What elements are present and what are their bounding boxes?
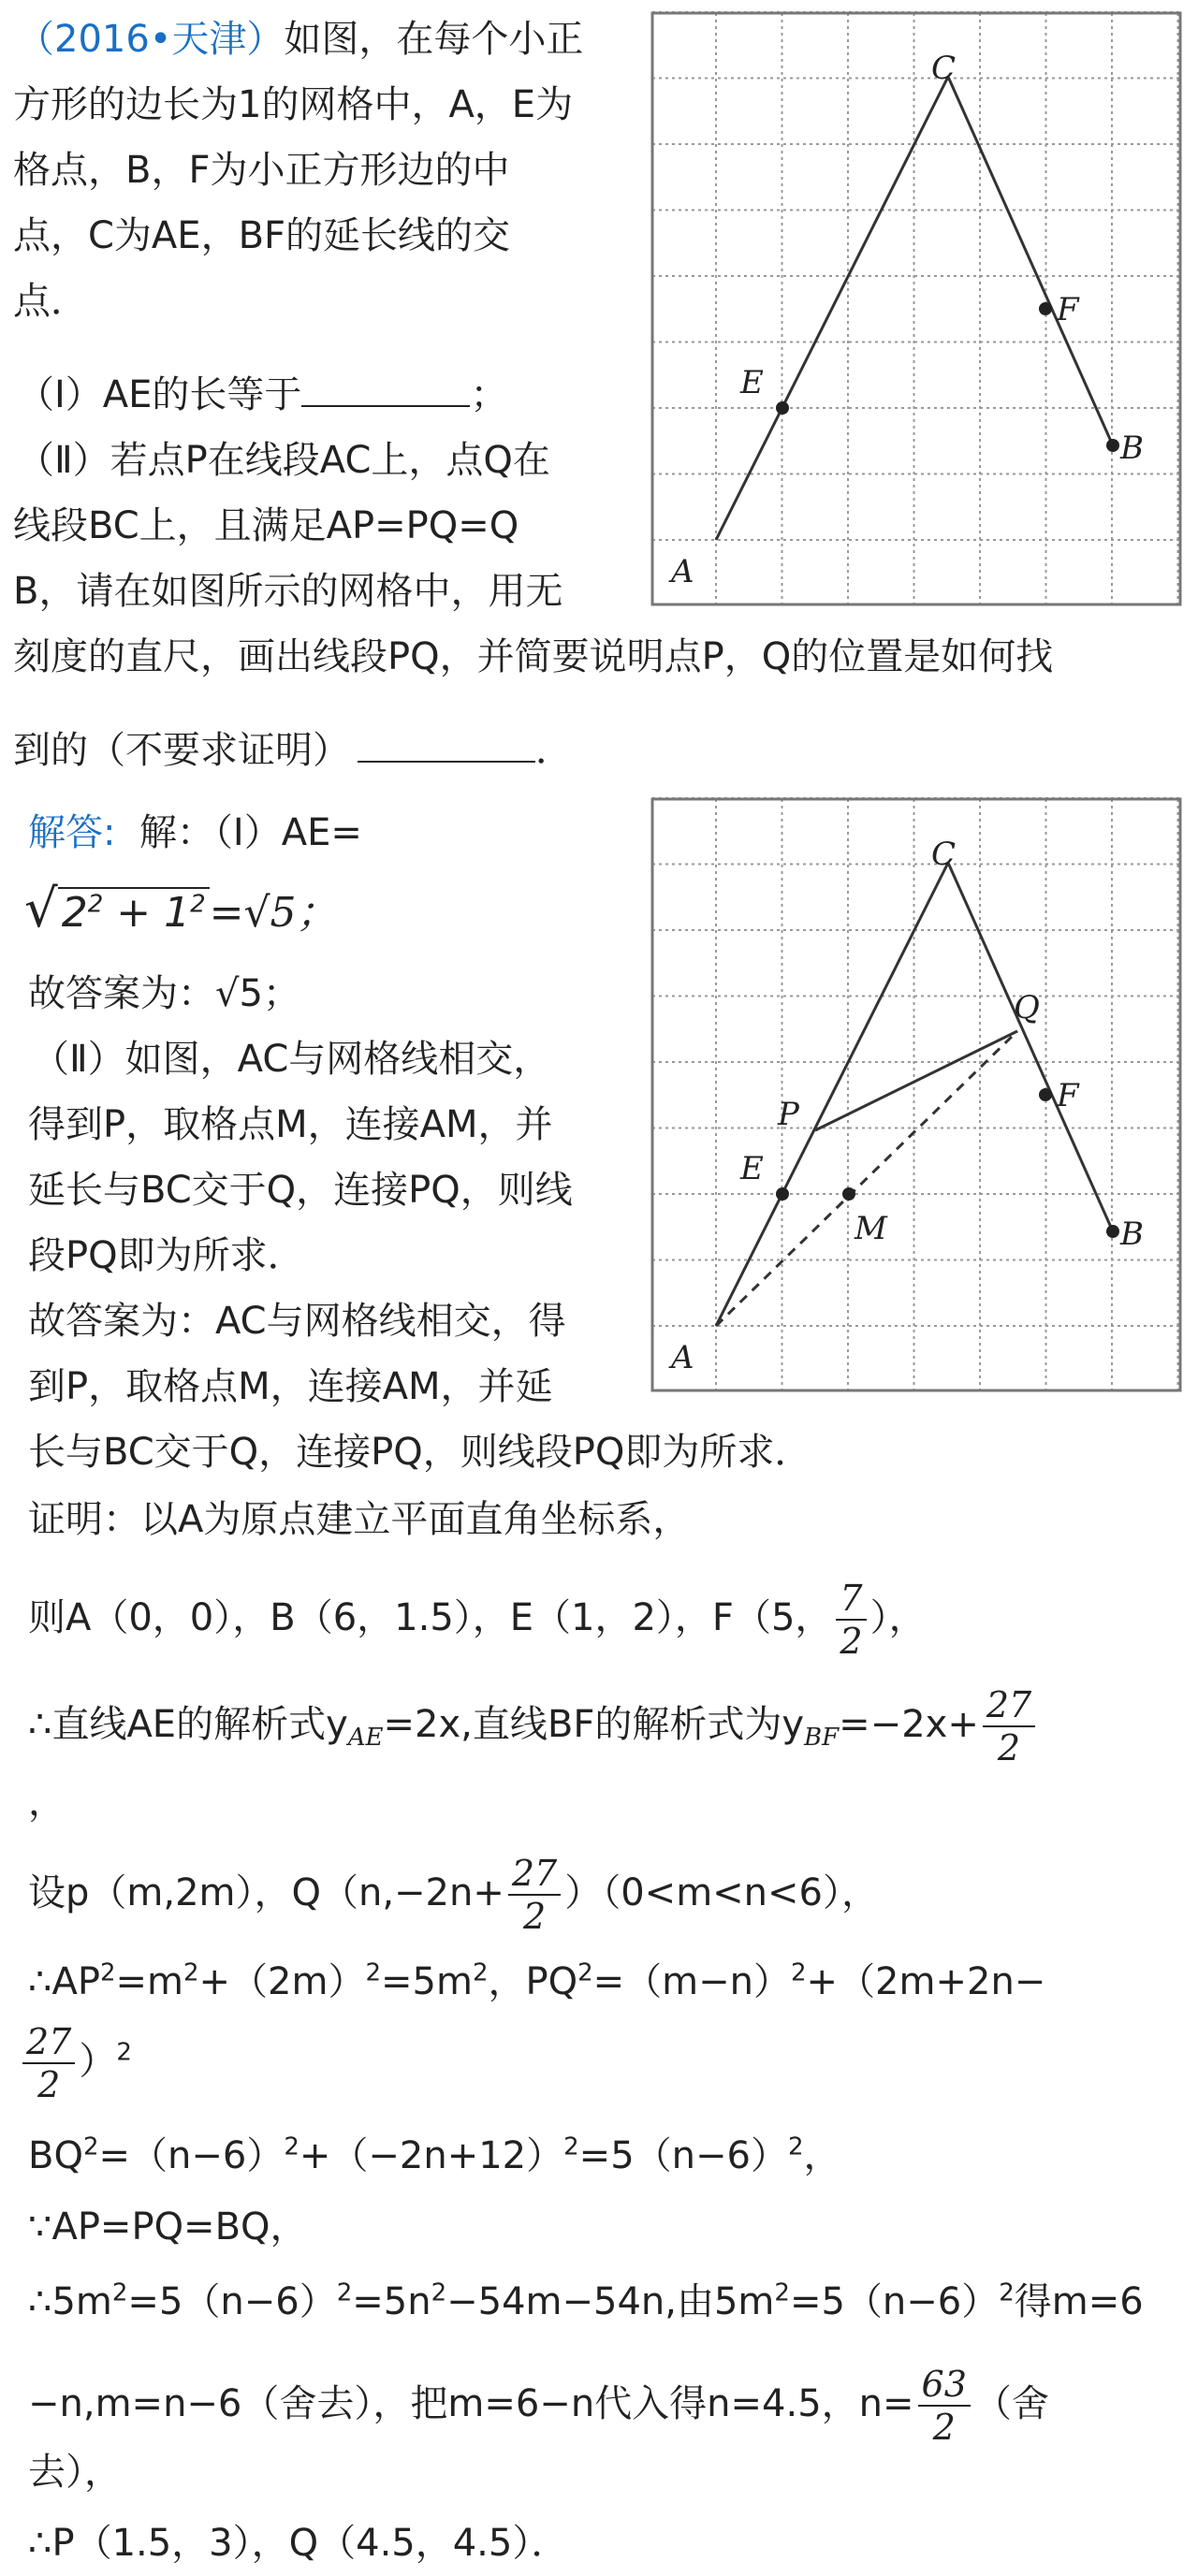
- answer-line-2: [24, 879, 338, 939]
- part1-text: （Ⅰ）AE的长等于: [17, 373, 302, 416]
- fraction-63-2: $\frac{63}{2}$: [918, 2364, 971, 2448]
- answer-line-16: $\therefore AP^2=m^2+(2m)^2=5m^2$，$PQ^2=(m-n)^2+(2m+2n-$: [28, 1958, 1046, 2003]
- answer-line-17: $\frac{27}{2}$ ）$^2$: [22, 2021, 132, 2105]
- answer-line-3: 故答案为：√5；: [28, 972, 300, 1015]
- label-Q: Q: [1014, 989, 1040, 1026]
- part2-line-4: 刻度的直尺，画出线段PQ，并简要说明点P，Q的位置是如何找: [13, 635, 1054, 678]
- problem-line-4: 点，C为AE，BF的延长线的交: [13, 214, 511, 257]
- problem-line-2: 方形的边长为1的网格中，A，E为: [13, 83, 574, 126]
- answer-line-13: ∴直线AE的解析式$y_{AE}=2x$,直线BF的解析式为$y_{BF}=-2x+$ $\frac{27}{2}$: [28, 1684, 1039, 1768]
- point-E-dot: [776, 1187, 789, 1201]
- fraction-7-2: $\frac{7}{2}$: [836, 1578, 866, 1662]
- answer-line-7: 段PQ即为所求．: [28, 1234, 305, 1277]
- figure-2: [650, 797, 1184, 1394]
- label-M: M: [855, 1210, 887, 1247]
- label-F: F: [1057, 1077, 1079, 1114]
- part2-line-3: B，请在如图所示的网格中，用无: [13, 570, 563, 613]
- figure-1-grid: [652, 12, 1180, 604]
- answer-line-23: ∴P（1.5，3），Q（4.5，4.5）．: [28, 2522, 569, 2565]
- point-B-dot: [1106, 439, 1119, 452]
- answer-line-21: −n,m=n−6（舍去），把m=6−n代入得n=4.5，n= $\frac{63}{2}$ （舍: [28, 2364, 1049, 2448]
- label-A: A: [671, 553, 694, 590]
- answer-label: 解答:: [28, 811, 116, 854]
- part1-line: [17, 369, 507, 421]
- point-B-dot: [1106, 1225, 1119, 1238]
- part2-end: ．: [535, 729, 573, 772]
- answer-text-1: 解：（Ⅰ）AE=: [139, 811, 362, 854]
- label-B: B: [1120, 429, 1144, 467]
- part2-line-2: 线段BC上，且满足AP=PQ=Q: [13, 504, 519, 547]
- answer-line-15: 设p（m,2m），Q（n,−2n+ $\frac{27}{2}$ ）（0<m<n<6），: [28, 1853, 879, 1937]
- label-F: F: [1057, 291, 1079, 328]
- figure-1: [650, 11, 1184, 608]
- point-F-dot: [1039, 1088, 1052, 1101]
- part2-line-1: （Ⅱ）若点P在线段AC上，点Q在: [17, 439, 550, 482]
- answer-line-19: ∵AP=PQ=BQ，: [28, 2205, 308, 2249]
- label-C: C: [931, 836, 957, 873]
- figure-2-grid: [652, 798, 1180, 1390]
- part2-text-5: 到的（不要求证明）: [13, 729, 350, 772]
- part2-line-5: [13, 724, 573, 777]
- answer-line-14: ，: [28, 1781, 66, 1824]
- fraction-27-2-c: $\frac{27}{2}$: [22, 2021, 75, 2105]
- label-P: P: [778, 1096, 799, 1133]
- label-E: E: [740, 364, 764, 401]
- answer-line-4: （Ⅱ）如图，AC与网格线相交，: [32, 1038, 551, 1081]
- answer-line-5: 得到P，取格点M，连接AM，并: [28, 1103, 553, 1146]
- answer-line-8: 故答案为：AC与网格线相交，得: [28, 1300, 566, 1343]
- answer-line-18: $BQ^2=(n-6)^2+(-2n+12)^2=5(n-6)^2$，: [28, 2132, 841, 2177]
- fraction-27-2-b: $\frac{27}{2}$: [508, 1853, 561, 1937]
- answer-line-9: 到P，取格点M，连接AM，并延: [28, 1365, 553, 1408]
- point-F-dot: [1039, 302, 1052, 315]
- problem-text-1: 如图，在每个小正: [284, 18, 584, 61]
- problem-line-1: [17, 13, 583, 65]
- answer-line-22: 去），: [28, 2451, 122, 2494]
- answer-line-6: 延长与BC交于Q，连接PQ，则线: [28, 1169, 573, 1212]
- sqrt-icon: √: [24, 879, 58, 939]
- label-E: E: [740, 1150, 764, 1187]
- answer-blank-2[interactable]: [358, 727, 535, 763]
- point-M-dot: [842, 1187, 855, 1201]
- answer-text-2: =√5；: [209, 889, 338, 937]
- answer-line-10: 长与BC交于Q，连接PQ，则线段PQ即为所求．: [28, 1431, 812, 1474]
- label-B: B: [1120, 1215, 1144, 1253]
- label-C: C: [931, 50, 957, 87]
- sqrt-radicand: $2^2 + 1^2$: [58, 887, 210, 937]
- answer-blank-1[interactable]: [301, 371, 470, 407]
- segment-PQ: [815, 1031, 1017, 1130]
- problem-line-3: 格点，B，F为小正方形边的中: [13, 149, 510, 192]
- fraction-27-2-a: $\frac{27}{2}$: [983, 1684, 1035, 1768]
- point-E-dot: [776, 401, 789, 415]
- label-A: A: [671, 1339, 694, 1376]
- problem-source: （2016•天津）: [17, 18, 285, 61]
- problem-line-5: 点．: [13, 280, 88, 323]
- part1-end: ；: [470, 373, 508, 416]
- answer-line-20: $\therefore 5m^2=5(n-6)^2=5n^2-54m-54n$,由$5m^2=5(n-6)^2$得m=6: [28, 2278, 1144, 2323]
- answer-line-11: 证明：以A为原点建立平面直角坐标系，: [28, 1498, 691, 1541]
- answer-line-12: 则A（0，0），B（6，1.5），E（1，2），F（5， $\frac{7}{2}$ ），: [28, 1578, 927, 1662]
- answer-line-1: [28, 807, 362, 859]
